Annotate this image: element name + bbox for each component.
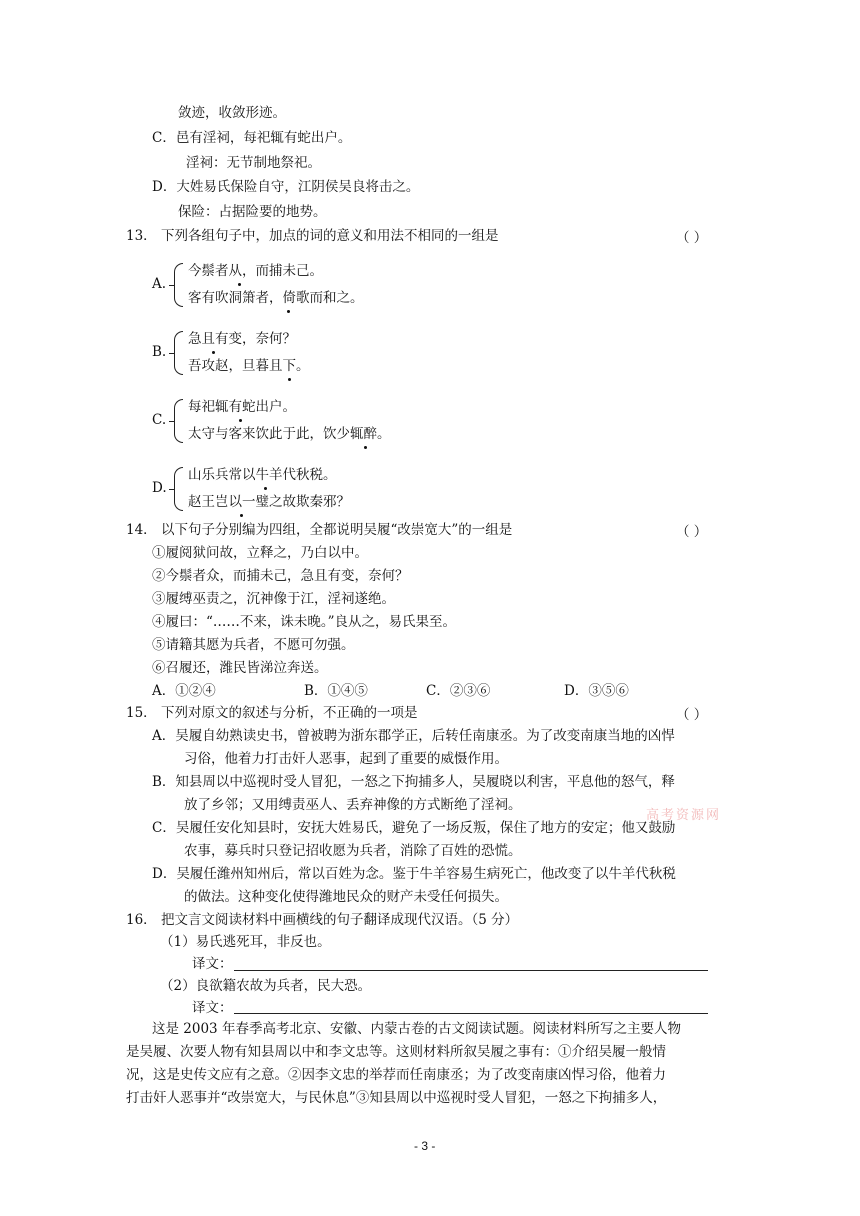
q12-option-d: D．大姓易氏保险自守，江阴侯吴良将击之。 [152,179,420,195]
q14-item-4: ④履曰：“……不来，诛未晚。”良从之，易氏果至。 [152,614,457,630]
q16-translation-label-2: 译文： [192,1000,233,1016]
q15-option-b-line2: 放了乡邻；又用缚责巫人、丢弃神像的方式断绝了淫祠。 [184,797,522,813]
emphasis-dot [364,446,367,449]
emphasis-dot [238,283,241,286]
q13-d-line1: 山乐兵常以牛羊代秋税。 [188,467,337,483]
q13-c-line2: 太守与客来饮此于此，饮少辄醉。 [188,426,391,442]
q16-sentence-2: （2）良欲籍农故为兵者，民大恐。 [160,978,372,994]
q13-b-line2: 吾攻赵，旦暮且下。 [188,358,310,374]
q16-sentence-1: （1）易氏逃死耳，非反也。 [160,934,331,950]
q13-label-c: C. [152,412,167,428]
commentary-line-1: 这是 2003 年春季高考北京、安徽、内蒙古卷的古文阅读试题。阅读材料所写之主要人物 [152,1021,681,1037]
emphasis-dot [287,310,290,313]
q13-label-b: B. [152,344,167,360]
watermark: 高考资源网 [646,808,722,823]
q14-option-c: C．②③⑥ [426,683,491,699]
q14-item-5: ⑤请籍其愿为兵者，不愿可勿强。 [152,637,355,653]
q14-item-1: ①履阅狱问故，立释之，乃白以中。 [152,545,368,561]
emphasis-dot [240,514,243,517]
commentary-line-4: 打击奸人恶事并“改崇宽大，与民休息”③知县周以中巡视时受人冒犯，一怒之下拘捕多人， [126,1090,667,1106]
emphasis-dot [212,351,215,354]
q13-a-line1: 今鬃者从，而捕未己。 [188,263,323,279]
q12-option-c: C．邑有淫祠，每祀辄有蛇出户。 [152,130,352,146]
q14-item-6: ⑥召履还，潍民皆涕泣奔送。 [152,660,328,676]
q15-option-a-line1: A．吴履自幼熟读史书，曾被聘为浙东郡学正，后转任南康丞。为了改变南康当地的凶悍 [152,728,675,744]
q12-c-explanation: 淫祠：无节制地祭祀。 [186,155,321,171]
q14-option-b: B．①④⑤ [304,683,368,699]
q13-a-brace [174,263,183,307]
q16-answer-line-2[interactable] [234,1013,708,1014]
emphasis-dot [288,378,291,381]
q15-option-b-line1: B．知县周以中巡视时受人冒犯，一怒之下拘捕多人，吴履晓以利害，平息他的怒气，释 [152,774,675,790]
q13-b-line1: 急且有变，奈何？ [188,331,296,347]
q12-b-explanation: 敛迹，收敛形迹。 [178,105,286,121]
q13-a-line2: 客有吹洞箫者，倚歌而和之。 [188,290,364,306]
q15-option-c-line1: C．吴履任安化知县时，安抚大姓易氏，避免了一场反叛，保住了地方的安定；他又鼓励 [152,820,676,836]
q14-option-d: D．③⑤⑥ [564,683,629,699]
q15-stem: 15． 下列对原文的叙述与分析，不正确的一项是 [126,705,418,721]
q13-d-brace [174,467,183,511]
q16-answer-line-1[interactable] [234,970,708,971]
q14-item-3: ③履缚巫责之，沉神像于江，淫祠遂绝。 [152,591,395,607]
q13-b-brace [174,331,183,375]
q16-stem: 16． 把文言文阅读材料中画横线的句子翻译成现代汉语。（5 分） [126,912,519,928]
q13-answer-blank: （ ） [676,230,708,246]
q13-c-line1: 每祀辄有蛇出户。 [188,399,296,415]
q15-option-d-line2: 的做法。这种变化使得潍地民众的财产未受任何损失。 [184,889,508,905]
commentary-line-3: 况，这是史传文应有之意。②因李文忠的举荐而任南康丞；为了改变南康凶悍习俗，他着力 [126,1067,666,1083]
emphasis-dot [264,487,267,490]
q15-option-c-line2: 农事，募兵时只登记招收愿为兵者，消除了百姓的恐慌。 [184,843,522,859]
q14-option-a: A．①②④ [152,683,216,699]
q14-stem: 14． 以下句子分别编为四组，全都说明吴履“改崇宽大”的一组是 [126,522,513,538]
q14-item-2: ②今鬃者众，而捕未己，急且有变，奈何？ [152,568,409,584]
q13-label-a: A. [152,276,167,292]
q15-answer-blank: （ ） [676,707,708,723]
q12-d-explanation: 保险：占据险要的地势。 [178,204,327,220]
emphasis-dot [239,419,242,422]
q13-stem: 13． 下列各组句子中，加点的词的意义和用法不相同的一组是 [126,228,499,244]
commentary-line-2: 是吴履、次要人物有知县周以中和李文忠等。这则材料所叙吴履之事有：①介绍吴履一般情 [126,1044,666,1060]
q13-label-d: D. [152,480,167,496]
page-number: - 3 - [414,1139,436,1153]
q13-c-brace [174,399,183,443]
q16-translation-label-1: 译文： [192,956,233,972]
q15-option-a-line2: 习俗，他着力打击奸人恶事，起到了重要的威慑作用。 [184,751,508,767]
q14-answer-blank: （ ） [676,524,708,540]
q13-d-line2: 赵王岂以一璧之故欺秦邪？ [188,494,350,510]
q15-option-d-line1: D．吴履任潍州知州后，常以百姓为念。鉴于牛羊容易生病死亡，他改变了以牛羊代秋税 [152,866,676,882]
